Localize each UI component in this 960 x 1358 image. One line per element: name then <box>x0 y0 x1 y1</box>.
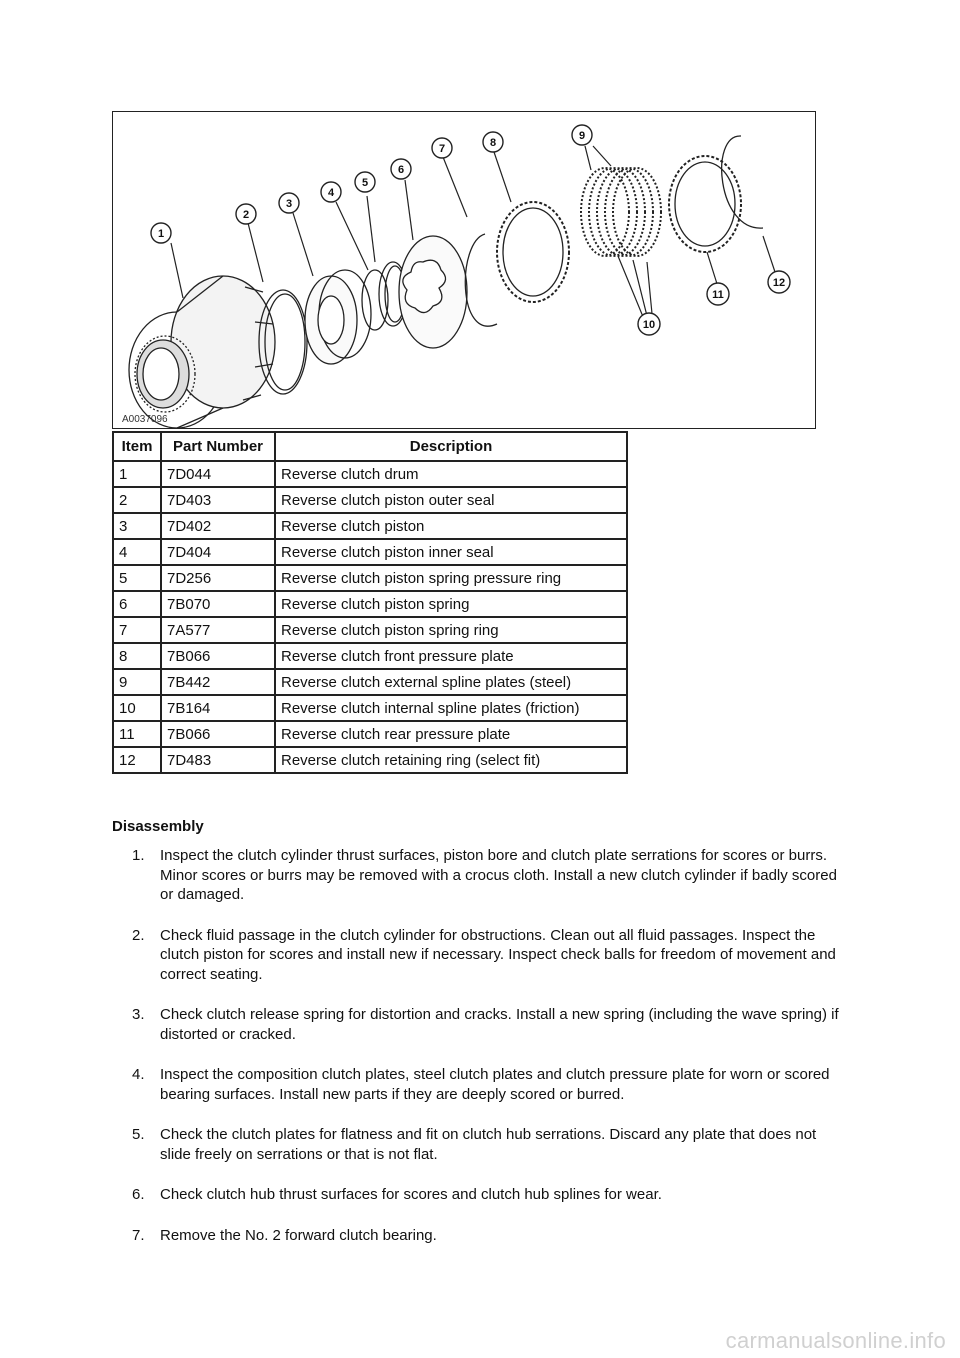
part-clutch-plate-pack <box>581 168 661 256</box>
callout-6: 6 <box>397 164 405 176</box>
cell-part-number: 7D403 <box>161 487 275 513</box>
callout-12: 12 <box>772 277 786 289</box>
table-row <box>113 695 627 721</box>
step-text: Check the clutch plates for flatness and fit on clutch hub serrations. Discard any plate that does not slide freely on serrations or that is not flat. <box>160 1126 817 1163</box>
cell-part-number: 7B066 <box>161 721 275 747</box>
callout-11: 11 <box>712 289 724 301</box>
cell-description: Reverse clutch piston inner seal <box>275 539 627 565</box>
part-rear-pressure-plate <box>669 156 741 252</box>
exploded-view-figure <box>112 111 816 429</box>
cell-description: Reverse clutch piston outer seal <box>275 487 627 513</box>
cell-item: 6 <box>113 591 161 617</box>
table-row <box>113 617 627 643</box>
watermark: carmanualsonline.info <box>725 1328 946 1353</box>
callout-4: 4 <box>327 187 335 199</box>
header-item: Item <box>113 432 161 461</box>
list-item <box>0 846 960 905</box>
step-text: Inspect the clutch cylinder thrust surfaces, piston bore and clutch plate serrations for scores or burrs. Minor scores or burrs may be removed with a crocus cloth. Install a new clutch cylinder if badly scored or damaged. <box>160 847 837 903</box>
callout-7: 7 <box>438 143 446 155</box>
list-item <box>0 1005 960 1044</box>
cell-description: Reverse clutch external spline plates (steel) <box>275 669 627 695</box>
step-number: 7. <box>132 1226 145 1244</box>
list-item <box>0 1226 960 1246</box>
callout-3: 3 <box>285 198 293 210</box>
table-row <box>113 513 627 539</box>
callout-2: 2 <box>242 209 250 221</box>
cell-description: Reverse clutch piston spring pressure ring <box>275 565 627 591</box>
cell-part-number: 7D404 <box>161 539 275 565</box>
cell-part-number: 7D044 <box>161 461 275 487</box>
table-row <box>113 643 627 669</box>
table-row <box>113 539 627 565</box>
cell-item: 10 <box>113 695 161 721</box>
header-description: Description <box>275 432 627 461</box>
cell-part-number: 7B442 <box>161 669 275 695</box>
section-heading: Disassembly <box>112 818 204 835</box>
step-number: 3. <box>132 1006 145 1023</box>
cell-part-number: 7D256 <box>161 565 275 591</box>
cell-description: Reverse clutch rear pressure plate <box>275 721 627 747</box>
cell-description: Reverse clutch internal spline plates (friction) <box>275 695 627 721</box>
cell-item: 12 <box>113 747 161 773</box>
step-text: Check clutch hub thrust surfaces for scores and clutch hub splines for wear. <box>160 1186 662 1203</box>
cell-item: 2 <box>113 487 161 513</box>
step-number: 6. <box>132 1186 145 1203</box>
exploded-view-drawing <box>113 112 815 428</box>
callout-10: 10 <box>642 319 656 331</box>
step-text: Check clutch release spring for distortion and cracks. Install a new spring (including the wave spring) if distorted or cracked. <box>160 1006 839 1043</box>
cell-description: Reverse clutch retaining ring (select fit) <box>275 747 627 773</box>
cell-item: 1 <box>113 461 161 487</box>
cell-description: Reverse clutch front pressure plate <box>275 643 627 669</box>
part-inner-seal <box>362 270 388 330</box>
part-clutch-piston <box>305 270 371 364</box>
table-row <box>113 721 627 747</box>
step-text: Inspect the composition clutch plates, steel clutch plates and clutch pressure plate for worn or scored bearing surfaces. Install new parts if they are deeply scored or burred. <box>160 1066 830 1103</box>
cell-part-number: 7B066 <box>161 643 275 669</box>
cell-part-number: 7D483 <box>161 747 275 773</box>
callout-9: 9 <box>578 130 586 142</box>
cell-item: 4 <box>113 539 161 565</box>
step-text: Check fluid passage in the clutch cylinder for obstructions. Clean out all fluid passages. Inspect the clutch piston for scores and install new if necessary. Inspect check balls for freedom of movement and correct seating. <box>160 926 836 983</box>
header-part-number: Part Number <box>161 432 275 461</box>
callout-5: 5 <box>361 177 369 189</box>
step-number: 4. <box>132 1066 145 1083</box>
list-item <box>0 926 960 985</box>
cell-item: 3 <box>113 513 161 539</box>
step-number: 1. <box>132 847 145 864</box>
part-spring-ring <box>465 234 497 326</box>
cell-part-number: 7D402 <box>161 513 275 539</box>
cell-description: Reverse clutch piston <box>275 513 627 539</box>
cell-part-number: 7A577 <box>161 617 275 643</box>
cell-description: Reverse clutch piston spring ring <box>275 617 627 643</box>
figure-id: A0037096 <box>122 414 168 425</box>
table-row <box>113 669 627 695</box>
table-row <box>113 461 627 487</box>
part-clutch-drum <box>129 276 275 428</box>
cell-item: 7 <box>113 617 161 643</box>
cell-description: Reverse clutch drum <box>275 461 627 487</box>
cell-item: 9 <box>113 669 161 695</box>
callout-8: 8 <box>489 137 497 149</box>
part-piston-spring <box>399 236 467 348</box>
table-row <box>113 747 627 773</box>
part-front-pressure-plate <box>497 202 569 302</box>
list-item <box>0 1185 960 1205</box>
list-item <box>0 1125 960 1164</box>
cell-part-number: 7B070 <box>161 591 275 617</box>
table-row <box>113 487 627 513</box>
table-row <box>113 565 627 591</box>
step-number: 5. <box>132 1126 145 1143</box>
callout-1: 1 <box>157 228 165 240</box>
table-header-row <box>113 432 627 461</box>
cell-part-number: 7B164 <box>161 695 275 721</box>
table-row <box>113 591 627 617</box>
disassembly-steps <box>0 846 960 1266</box>
step-number: 2. <box>132 926 145 944</box>
cell-item: 11 <box>113 721 161 747</box>
parts-table <box>112 431 628 774</box>
step-text: Remove the No. 2 forward clutch bearing. <box>160 1226 437 1244</box>
list-item <box>0 1065 960 1104</box>
cell-item: 5 <box>113 565 161 591</box>
cell-description: Reverse clutch piston spring <box>275 591 627 617</box>
cell-item: 8 <box>113 643 161 669</box>
